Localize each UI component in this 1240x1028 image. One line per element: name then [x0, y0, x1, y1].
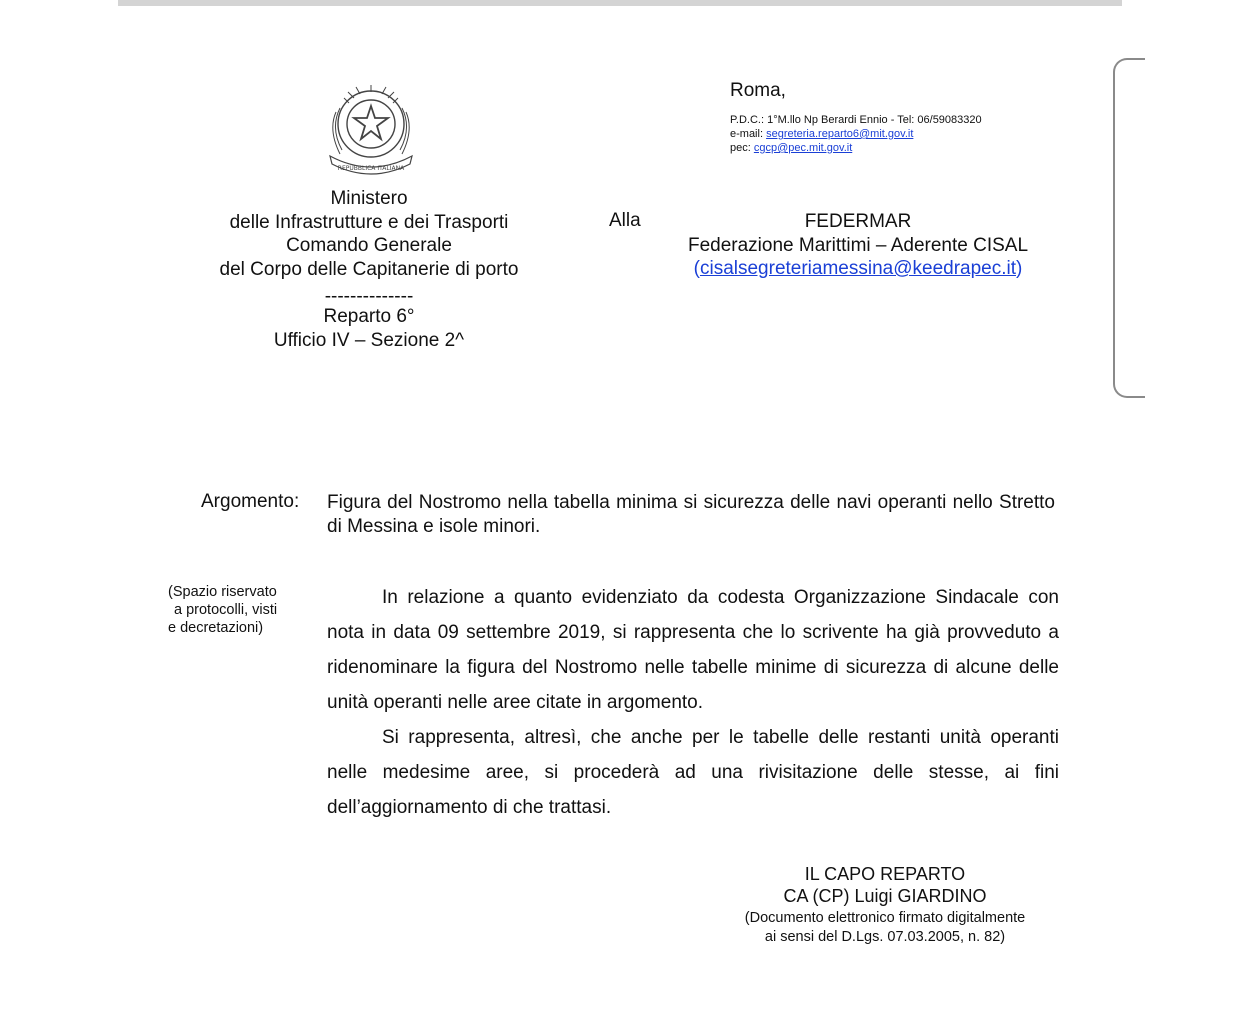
pec-label: pec: [730, 142, 751, 154]
subject-label: Argomento: [201, 491, 300, 512]
ministry-line: del Corpo delle Capitanerie di porto [219, 258, 519, 280]
contact-pdc: P.D.C.: 1°M.llo Np Berardi Ennio - Tel: 06/59083320 [730, 114, 982, 126]
sender-city: Roma, [730, 80, 786, 101]
ministry-header [190, 187, 548, 353]
reserved-space-note [168, 583, 298, 637]
paren-close: ) [1016, 258, 1023, 279]
recipient-prefix: Alla [609, 210, 641, 231]
signature-name: CA (CP) Luigi GIARDINO [783, 886, 987, 906]
signature-block [730, 863, 1040, 947]
italian-emblem-icon [318, 78, 424, 182]
body-paragraph: Si rappresenta, altresì, che anche per le tabelle delle restanti unità operanti nelle medesime aree, si procederà ad una rivisitazione delle stesse, ai fini dell’aggiornamento di che trattasi. [327, 727, 1059, 818]
reserved-line: a protocolli, visti [174, 602, 278, 618]
recipient-name: FEDERMAR [804, 211, 912, 232]
header-separator: -------------- [324, 286, 414, 307]
side-panel-edge [1113, 58, 1145, 398]
reserved-line: e decretazioni) [168, 620, 264, 636]
ministry-line: Ministero [330, 188, 408, 209]
ministry-line: Comando Generale [286, 235, 452, 256]
department-label: Reparto 6° [323, 306, 415, 327]
office-label: Ufficio IV – Sezione 2^ [273, 330, 465, 351]
signature-note-line: (Documento elettronico firmato digitalmente [744, 910, 1026, 926]
contact-pec-row [730, 141, 982, 155]
ministry-line: delle Infrastrutture e dei Trasporti [229, 211, 509, 233]
signature-note-line: ai sensi del D.Lgs. 07.03.2005, n. 82) [764, 929, 1006, 945]
signature-note [730, 909, 1040, 947]
subject-text: Figura del Nostromo nella tabella minima si sicurezza delle navi operanti nello Stretto di Messina e isole minori. [327, 492, 1055, 537]
letter-body [327, 580, 1059, 825]
paren-open: ( [693, 258, 700, 279]
reserved-line: (Spazio riservato [168, 584, 277, 600]
contact-email-row [730, 127, 982, 141]
signature-title: IL CAPO REPARTO [804, 864, 966, 884]
recipient-email-link[interactable]: cisalsegreteriamessina@keedrapec.it [699, 258, 1017, 279]
top-scroll-bar [118, 0, 1122, 6]
recipient-block [660, 210, 1056, 281]
sender-contact [730, 113, 982, 155]
pec-link[interactable]: cgcp@pec.mit.gov.it [753, 142, 853, 154]
email-label: e-mail: [730, 128, 764, 140]
email-link[interactable]: segreteria.reparto6@mit.gov.it [766, 128, 914, 140]
body-paragraph: In relazione a quanto evidenziato da codesta Organizzazione Sindacale con nota in data 09 settembre 2019, si rappresenta che lo scrivente ha già provveduto a ridenominare la figura del Nostromo nelle tabelle minime di sicurezza di alcune delle unità operanti nelle aree citate in argomento. [327, 587, 1059, 713]
recipient-description: Federazione Marittimi – Aderente CISAL [687, 234, 1029, 256]
emblem-text: REPUBBLICA ITALIANA [337, 165, 405, 172]
recipient-email-row [660, 257, 1056, 281]
